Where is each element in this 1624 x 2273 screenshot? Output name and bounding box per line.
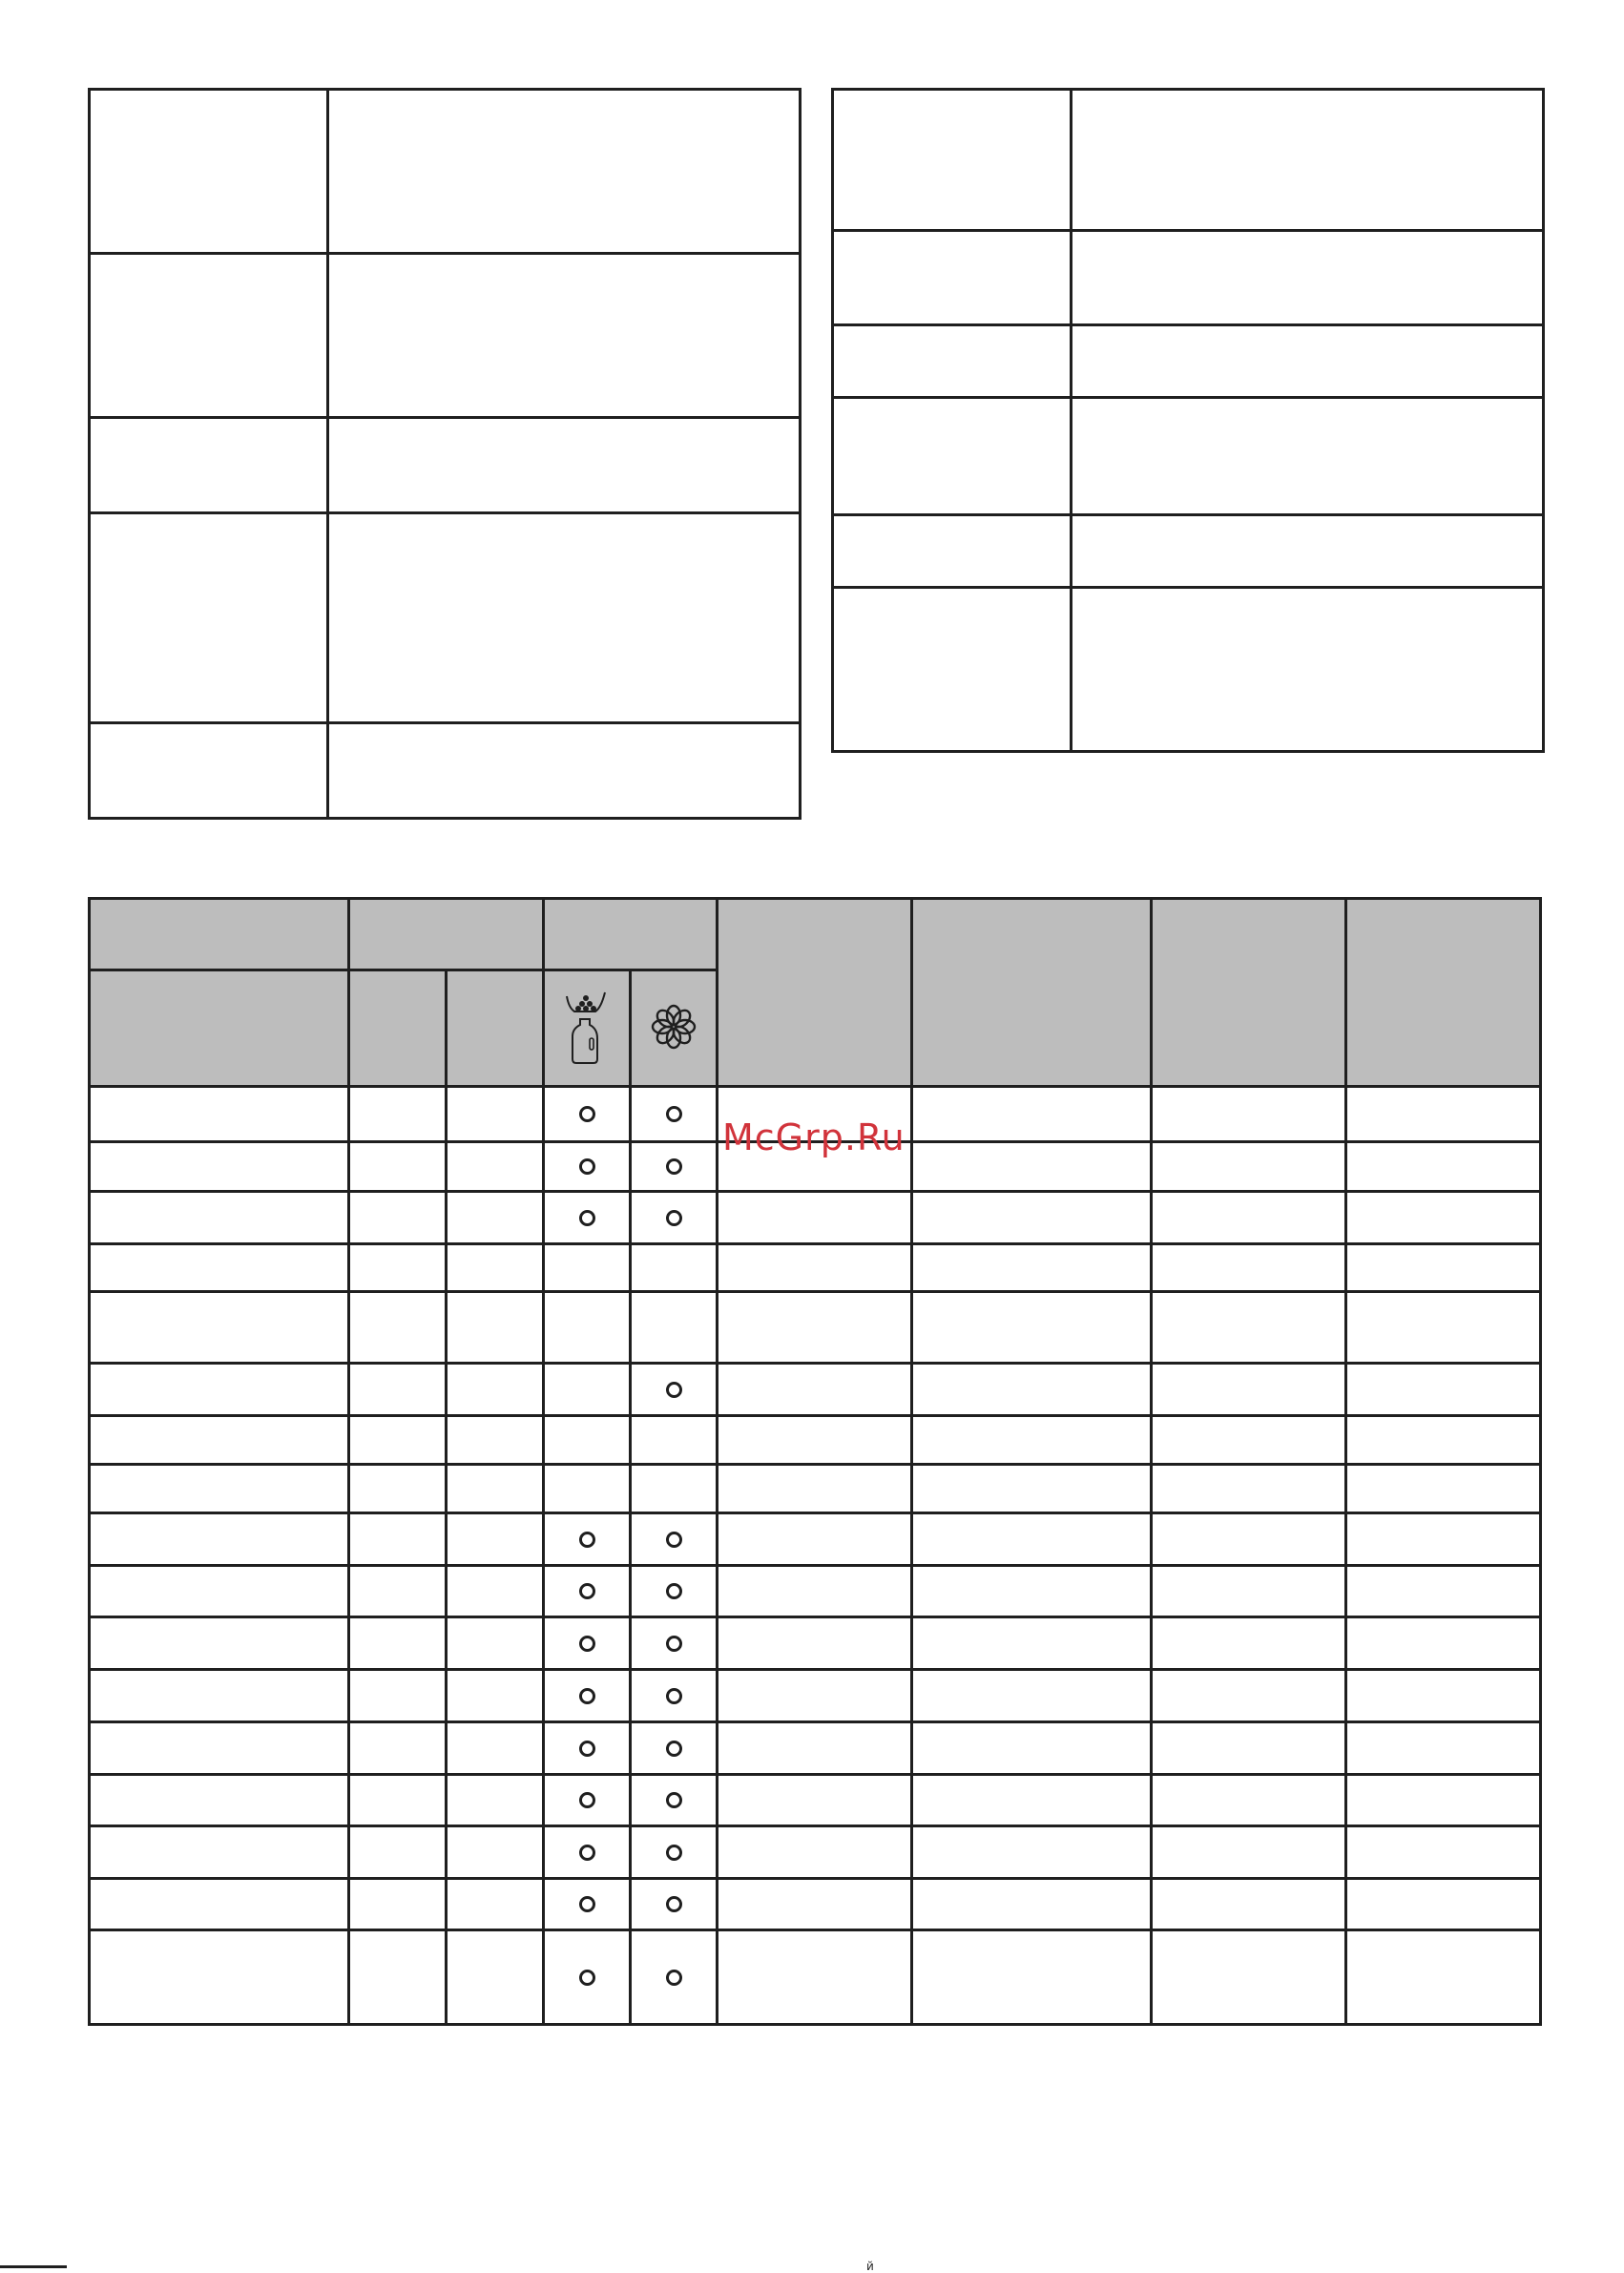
table-cell [544,1416,631,1465]
table-cell [349,1670,447,1722]
cell [90,723,328,819]
table-cell [447,1879,544,1930]
table-cell [1346,1826,1541,1879]
table-cell [718,1722,912,1775]
table-cell [544,1142,631,1192]
table-cell [718,1775,912,1826]
table-cell [447,1465,544,1513]
table-cell [447,1292,544,1364]
table-cell [349,1826,447,1879]
table-cell [1152,1670,1346,1722]
table-cell [349,1566,447,1617]
table-cell [718,1670,912,1722]
table-cell [349,1142,447,1192]
table-cell [718,1826,912,1879]
table-cell [912,1465,1152,1513]
option-circle-icon [666,1792,682,1808]
table-cell [718,1364,912,1416]
header-cell [447,970,544,1087]
table-cell [912,1142,1152,1192]
table-cell [912,1826,1152,1879]
table-cell [90,1617,349,1670]
top-right-table [831,88,1545,753]
table-cell [544,1364,631,1416]
header-cell [1346,899,1541,1087]
header-cell [1152,899,1346,1087]
header-cell [349,899,544,970]
table-cell [912,1244,1152,1292]
table-cell [90,1244,349,1292]
option-circle-icon [579,1970,595,1986]
option-circle-icon [666,1382,682,1398]
cell [833,398,1072,515]
flower-softener-icon [650,1003,697,1051]
table-cell [349,1513,447,1566]
cell [833,231,1072,325]
table-cell [90,1722,349,1775]
table-cell [912,1722,1152,1775]
table-cell [1346,1617,1541,1670]
option-circle-icon [666,1532,682,1548]
table-cell [718,1244,912,1292]
table-cell [631,1192,718,1244]
table-cell [718,1617,912,1670]
table-row [90,1566,1541,1617]
table-cell [90,1192,349,1244]
table-cell [912,1617,1152,1670]
table-cell [447,1087,544,1142]
table-cell [349,1416,447,1465]
table-cell [90,1879,349,1930]
table-cell [90,1775,349,1826]
table-cell [349,1087,447,1142]
table-cell [912,1192,1152,1244]
table-row [90,1192,1541,1244]
table-cell [718,1292,912,1364]
table-cell [90,1670,349,1722]
detergent-header [544,970,631,1087]
table-cell [631,1722,718,1775]
cell [1072,398,1544,515]
table-cell [631,1142,718,1192]
table-cell [447,1775,544,1826]
table-cell [631,1617,718,1670]
option-circle-icon [666,1845,682,1861]
table-cell [912,1775,1152,1826]
cell [833,325,1072,398]
table-cell [1152,1513,1346,1566]
table-cell [1346,1087,1541,1142]
cell [833,515,1072,588]
table-cell [90,1364,349,1416]
table-cell [718,1416,912,1465]
option-circle-icon [666,1970,682,1986]
softener-header [631,970,718,1087]
option-circle-icon [579,1532,595,1548]
table-cell [447,1513,544,1566]
table-cell [718,1930,912,2025]
table-cell [912,1416,1152,1465]
cell [90,418,328,513]
table-row [90,1416,1541,1465]
table-cell [718,1513,912,1566]
table-cell [544,1930,631,2025]
table-cell [1346,1775,1541,1826]
option-circle-icon [666,1583,682,1599]
table-row [90,1930,1541,2025]
cell [833,90,1072,231]
table-cell [1346,1142,1541,1192]
table-cell [90,1513,349,1566]
table-cell [631,1244,718,1292]
table-cell [1152,1617,1346,1670]
table-cell [631,1292,718,1364]
table-row [90,1244,1541,1292]
table-cell [90,1826,349,1879]
table-cell [1346,1292,1541,1364]
option-circle-icon [666,1636,682,1652]
cell [328,90,801,254]
table-cell [912,1087,1152,1142]
table-cell [90,1566,349,1617]
table-cell [1152,1826,1346,1879]
table-cell [90,1930,349,2025]
header-cell [349,970,447,1087]
footer-line [0,2265,67,2268]
table-cell [447,1364,544,1416]
option-circle-icon [579,1896,595,1912]
table-cell [1346,1364,1541,1416]
table-cell [349,1617,447,1670]
table-cell [447,1192,544,1244]
table-cell [631,1930,718,2025]
table-cell [90,1416,349,1465]
table-cell [90,1292,349,1364]
table-row [90,1465,1541,1513]
table-row [90,1775,1541,1826]
table-cell [1346,1670,1541,1722]
table-cell [90,1142,349,1192]
table-cell [544,1513,631,1566]
table-row [90,1670,1541,1722]
table-cell [544,1826,631,1879]
option-circle-icon [666,1688,682,1704]
header-cell [544,899,718,970]
table-cell [912,1879,1152,1930]
table-cell [1346,1879,1541,1930]
table-cell [1152,1192,1346,1244]
table-row [90,1826,1541,1879]
option-circle-icon [579,1158,595,1175]
table-cell [544,1292,631,1364]
table-cell [544,1244,631,1292]
table-cell [912,1930,1152,2025]
table-cell [447,1826,544,1879]
table-row [90,1722,1541,1775]
table-row [90,1617,1541,1670]
option-circle-icon [579,1106,595,1122]
table-cell [718,1192,912,1244]
table-cell [90,1465,349,1513]
header-cell [912,899,1152,1087]
table-cell [1152,1364,1346,1416]
option-circle-icon [579,1210,595,1226]
option-circle-icon [666,1106,682,1122]
option-circle-icon [579,1845,595,1861]
table-cell [631,1775,718,1826]
option-circle-icon [579,1792,595,1808]
table-cell [912,1513,1152,1566]
table-cell [1346,1513,1541,1566]
table-cell [544,1465,631,1513]
table-cell [447,1566,544,1617]
table-cell [1152,1087,1346,1142]
table-cell [1152,1775,1346,1826]
table-cell [90,1087,349,1142]
cell [328,254,801,418]
table-cell [1346,1930,1541,2025]
table-cell [447,1142,544,1192]
table-cell [912,1566,1152,1617]
option-circle-icon [666,1896,682,1912]
cell [328,513,801,723]
table-cell [447,1722,544,1775]
cell [1072,515,1544,588]
header-cell [90,970,349,1087]
table-row [90,1513,1541,1566]
table-cell [349,1244,447,1292]
cell [90,513,328,723]
table-cell [718,1465,912,1513]
table-cell [1346,1566,1541,1617]
cell [90,90,328,254]
option-circle-icon [666,1210,682,1226]
table-cell [349,1192,447,1244]
table-cell [718,1879,912,1930]
table-cell [349,1930,447,2025]
table-cell [1346,1722,1541,1775]
table-cell [1152,1465,1346,1513]
cell [328,418,801,513]
table-cell [631,1826,718,1879]
footer-mark: й [866,2260,874,2273]
header-cell [718,899,912,1087]
table-cell [349,1879,447,1930]
table-cell [447,1416,544,1465]
table-cell [912,1292,1152,1364]
table-cell [912,1670,1152,1722]
option-circle-icon [666,1158,682,1175]
table-cell [1152,1930,1346,2025]
cell [1072,90,1544,231]
option-circle-icon [579,1741,595,1757]
header-cell [90,899,349,970]
table-cell [447,1670,544,1722]
option-circle-icon [579,1583,595,1599]
table-cell [544,1566,631,1617]
table-cell [349,1364,447,1416]
table-row [90,1879,1541,1930]
cell [1072,231,1544,325]
option-circle-icon [666,1741,682,1757]
top-left-table [88,88,802,820]
watermark: McGrp.Ru [722,1116,906,1158]
table-cell [912,1364,1152,1416]
table-cell [544,1192,631,1244]
table-cell [447,1930,544,2025]
table-cell [544,1087,631,1142]
table-cell [447,1617,544,1670]
table-cell [544,1617,631,1670]
table-cell [631,1465,718,1513]
table-cell [1152,1292,1346,1364]
table-cell [544,1775,631,1826]
table-cell [544,1670,631,1722]
table-cell [1152,1879,1346,1930]
cell [328,723,801,819]
option-circle-icon [579,1688,595,1704]
table-cell [631,1416,718,1465]
cell [833,588,1072,752]
table-cell [544,1722,631,1775]
table-row [90,1364,1541,1416]
table-cell [718,1566,912,1617]
cell [1072,325,1544,398]
cell [90,254,328,418]
detergent-bottle-icon [563,989,611,1065]
table-cell [1152,1416,1346,1465]
option-circle-icon [579,1636,595,1652]
program-table [88,897,1542,2026]
table-cell [544,1879,631,1930]
table-cell [349,1722,447,1775]
table-cell [631,1364,718,1416]
table-cell [631,1087,718,1142]
table-cell [349,1465,447,1513]
table-cell [1152,1244,1346,1292]
table-cell [631,1879,718,1930]
cell [1072,588,1544,752]
table-cell [1152,1142,1346,1192]
table-cell [631,1513,718,1566]
table-cell [1152,1722,1346,1775]
table-cell [631,1670,718,1722]
table-cell [1346,1416,1541,1465]
table-cell [1152,1566,1346,1617]
table-cell [1346,1465,1541,1513]
table-cell [1346,1192,1541,1244]
table-cell [349,1775,447,1826]
table-cell [1346,1244,1541,1292]
table-cell [447,1244,544,1292]
table-cell [349,1292,447,1364]
table-cell [631,1566,718,1617]
table-row [90,1292,1541,1364]
